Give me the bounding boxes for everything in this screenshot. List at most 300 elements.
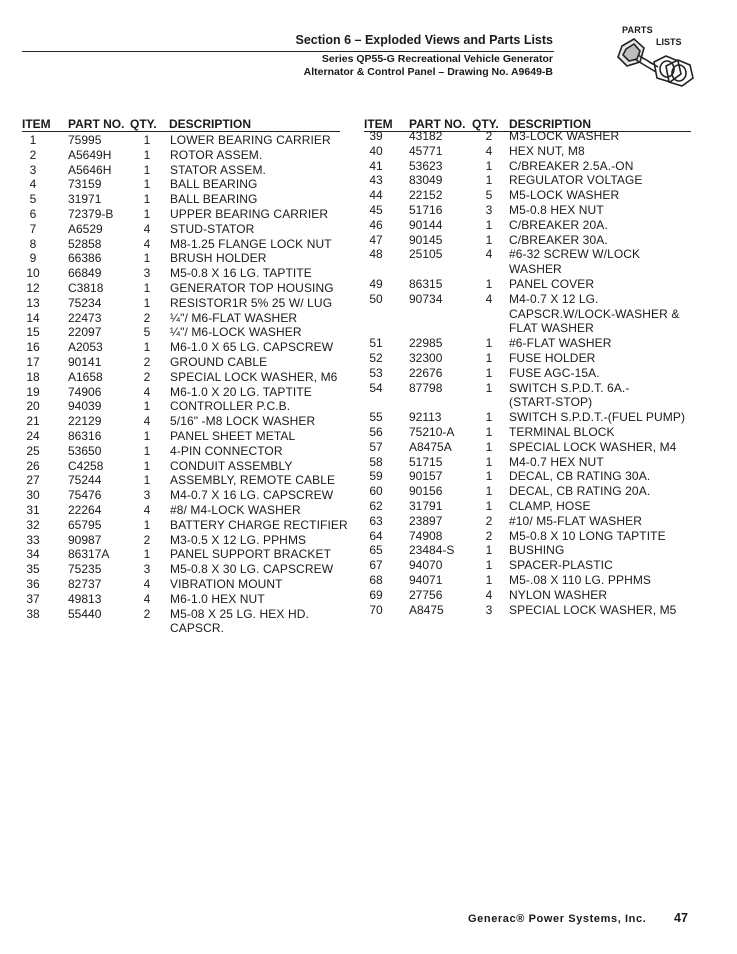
quantity: 1 — [143, 295, 151, 310]
part-number: 51715 — [409, 454, 443, 469]
quantity: 1 — [485, 454, 493, 469]
quantity: 1 — [143, 473, 151, 488]
item-number: 5 — [29, 192, 37, 207]
part-number: 52858 — [68, 236, 102, 251]
part-number: 86317A — [68, 547, 110, 562]
description: GROUND CABLE — [170, 355, 268, 369]
table-row — [363, 307, 708, 321]
table-row — [363, 529, 708, 543]
part-number: 94071 — [409, 573, 443, 587]
item-number: 46 — [369, 217, 383, 232]
description: STUD-STATOR — [170, 221, 255, 236]
description: SWITCH S.P.D.T.-(FUEL PUMP) — [509, 410, 686, 425]
item-number: 32 — [26, 517, 40, 532]
col-qty-header: QTY. — [472, 117, 499, 131]
part-number: 53623 — [409, 158, 443, 173]
table-row — [363, 159, 708, 173]
table-row — [363, 469, 708, 483]
description: DECAL, CB RATING 30A. — [509, 469, 651, 484]
description: CAPSCR. — [170, 621, 225, 636]
item-number: 33 — [26, 532, 40, 547]
quantity: 1 — [143, 133, 151, 147]
description: #6-32 SCREW W/LOCK — [509, 247, 641, 262]
description: M8-1.25 FLANGE LOCK NUT — [170, 236, 332, 251]
part-number: 90987 — [68, 532, 102, 547]
item-number: 16 — [26, 340, 40, 355]
description: M4-0.7 HEX NUT — [509, 454, 604, 469]
table-row — [22, 207, 352, 221]
quantity: 1 — [143, 340, 151, 355]
item-number: 49 — [369, 277, 383, 291]
quantity: 1 — [485, 380, 493, 395]
quantity: 1 — [485, 336, 493, 351]
description: M5-.08 X 110 LG. PPHMS — [509, 573, 652, 587]
table-row — [22, 311, 352, 325]
quantity: 1 — [143, 162, 151, 177]
drawing-subtitle: Alternator & Control Panel – Drawing No. A9649-B — [303, 66, 553, 78]
description: M5-0.8 X 16 LG. TAPTITE — [170, 266, 312, 281]
part-number: 22473 — [68, 310, 102, 325]
part-number: 75476 — [68, 488, 102, 503]
part-number: A6529 — [68, 221, 103, 236]
item-number: 62 — [369, 499, 383, 513]
quantity: 4 — [485, 291, 493, 306]
table-row — [22, 222, 352, 236]
table-row — [22, 577, 352, 591]
quantity: 5 — [143, 325, 151, 340]
description: FLAT WASHER — [509, 321, 594, 336]
part-number: A2053 — [68, 340, 103, 355]
description: BATTERY CHARGE RECTIFIER — [170, 517, 348, 532]
item-number: 58 — [369, 454, 383, 469]
item-number: 63 — [369, 513, 383, 528]
part-number: 83049 — [409, 173, 443, 188]
quantity: 3 — [143, 488, 151, 503]
description: BALL BEARING — [170, 177, 258, 192]
item-number: 34 — [26, 547, 40, 562]
quantity: 1 — [485, 439, 493, 454]
table-row — [22, 592, 352, 606]
description: PANEL COVER — [509, 277, 595, 291]
quantity: 4 — [485, 247, 493, 262]
table-row — [22, 414, 352, 428]
col-desc-header: DESCRIPTION — [509, 117, 592, 131]
item-number: 10 — [26, 266, 40, 281]
description: M5-0.8 X 10 LONG TAPTITE — [509, 528, 666, 543]
table-row — [363, 395, 708, 409]
item-number: 13 — [26, 295, 40, 310]
description: FUSE AGC-15A. — [509, 365, 600, 380]
description: ROTOR ASSEM. — [170, 147, 263, 162]
part-number: 74908 — [409, 528, 443, 543]
part-number: A1658 — [68, 369, 103, 384]
description: PANEL SUPPORT BRACKET — [170, 547, 332, 562]
item-number: 44 — [369, 188, 383, 203]
quantity: 1 — [485, 277, 493, 291]
quantity: 2 — [143, 369, 151, 384]
table-row — [22, 192, 352, 206]
table-row — [363, 218, 708, 232]
item-number: 14 — [26, 310, 40, 325]
item-number: 37 — [26, 591, 40, 606]
item-number: 50 — [369, 291, 383, 306]
description: M4-0.7 X 12 LG. — [509, 291, 599, 306]
quantity: 4 — [143, 577, 151, 591]
col-qty-header: QTY. — [130, 117, 157, 131]
description: SPACER-PLASTIC — [509, 558, 613, 573]
item-number: 57 — [369, 439, 383, 454]
quantity: 1 — [485, 217, 493, 232]
quantity: 4 — [143, 591, 151, 606]
item-number: 25 — [26, 443, 40, 458]
quantity: 1 — [485, 499, 493, 513]
table-row — [363, 484, 708, 498]
description: FUSE HOLDER — [509, 351, 596, 365]
item-number: 67 — [369, 558, 383, 573]
quantity: 1 — [143, 207, 151, 221]
part-number: 90734 — [409, 291, 443, 306]
table-row — [22, 533, 352, 547]
quantity: 1 — [143, 399, 151, 414]
quantity: 2 — [485, 513, 493, 528]
quantity: 4 — [143, 503, 151, 517]
table-row — [363, 173, 708, 187]
description: 5/16" -M8 LOCK WASHER — [170, 414, 316, 429]
table-row — [22, 296, 352, 310]
item-number: 20 — [26, 399, 40, 414]
quantity: 1 — [485, 558, 493, 573]
quantity: 1 — [143, 177, 151, 192]
item-number: 15 — [26, 325, 40, 340]
table-row — [363, 144, 708, 158]
part-number: 86315 — [409, 277, 443, 291]
section-title: Section 6 – Exploded Views and Parts Lists — [295, 33, 553, 47]
table-row — [22, 340, 352, 354]
quantity: 1 — [485, 158, 493, 173]
item-number: 3 — [29, 162, 37, 177]
table-row — [22, 518, 352, 532]
table-row — [22, 473, 352, 487]
table-row — [363, 277, 708, 291]
table-row — [363, 558, 708, 572]
table-row — [363, 440, 708, 454]
part-number: 92113 — [409, 410, 442, 425]
item-number: 64 — [369, 528, 383, 543]
item-number: 38 — [26, 606, 40, 621]
description: RESISTOR1R 5% 25 W/ LUG — [170, 295, 333, 310]
description: GENERATOR TOP HOUSING — [170, 281, 334, 295]
quantity: 5 — [485, 188, 493, 203]
left-table-header — [22, 117, 340, 133]
col-part-header: PART NO. — [68, 117, 125, 131]
description: (START-STOP) — [509, 395, 593, 410]
quantity: 4 — [485, 587, 493, 602]
description: ¼"/ M6-FLAT WASHER — [170, 310, 298, 325]
description: M6-1.0 HEX NUT — [170, 591, 265, 606]
part-number: 49813 — [68, 591, 102, 606]
description: SWITCH S.P.D.T. 6A.- — [509, 380, 630, 395]
table-row — [363, 410, 708, 424]
description: NYLON WASHER — [509, 587, 608, 602]
description: 4-PIN CONNECTOR — [170, 443, 283, 458]
part-number: 32300 — [409, 351, 443, 365]
table-row — [22, 237, 352, 251]
part-number: 45771 — [409, 143, 443, 158]
part-number: 90144 — [409, 217, 443, 232]
item-number: 9 — [29, 251, 37, 266]
part-number: 22097 — [68, 325, 102, 340]
item-number: 56 — [369, 425, 383, 439]
table-row — [22, 562, 352, 576]
part-number: 74906 — [68, 384, 102, 399]
item-number: 39 — [369, 129, 383, 143]
table-row — [22, 325, 352, 339]
table-row — [22, 177, 352, 191]
part-number: 86316 — [68, 429, 102, 443]
left-header-rule — [22, 131, 340, 132]
quantity: 1 — [485, 543, 493, 558]
table-row — [363, 292, 708, 306]
quantity: 4 — [143, 236, 151, 251]
quantity: 4 — [485, 143, 493, 158]
item-number: 68 — [369, 573, 383, 587]
quantity: 1 — [143, 192, 151, 207]
part-number: 25105 — [409, 247, 443, 262]
description: #8/ M4-LOCK WASHER — [170, 503, 301, 517]
table-row — [363, 366, 708, 380]
item-number: 19 — [26, 384, 40, 399]
item-number: 18 — [26, 369, 40, 384]
part-number: 55440 — [68, 606, 102, 621]
quantity: 3 — [143, 562, 151, 577]
quantity: 2 — [143, 532, 151, 547]
part-number: 27756 — [409, 587, 443, 602]
part-number: 66386 — [68, 251, 102, 266]
part-number: 22264 — [68, 503, 102, 517]
part-number: 94070 — [409, 558, 443, 573]
item-number: 41 — [369, 158, 383, 173]
quantity: 1 — [143, 443, 151, 458]
table-row — [363, 588, 708, 602]
quantity: 2 — [143, 606, 151, 621]
part-number: A8475 — [409, 602, 444, 617]
table-row — [363, 514, 708, 528]
quantity: 1 — [485, 365, 493, 380]
item-number: 45 — [369, 203, 383, 217]
description: M5-LOCK WASHER — [509, 188, 620, 203]
quantity: 4 — [143, 384, 151, 399]
quantity: 3 — [143, 266, 151, 281]
description: #6-FLAT WASHER — [509, 336, 612, 351]
description: C/BREAKER 30A. — [509, 232, 608, 247]
description: HEX NUT, M8 — [509, 143, 585, 158]
part-number: 87798 — [409, 380, 443, 395]
item-number: 31 — [26, 503, 40, 517]
part-number: 31791 — [409, 499, 443, 513]
table-row — [22, 385, 352, 399]
table-row — [22, 444, 352, 458]
part-number: 53650 — [68, 443, 102, 458]
table-row — [22, 429, 352, 443]
item-number: 36 — [26, 577, 40, 591]
table-row — [363, 425, 708, 439]
table-row — [363, 233, 708, 247]
description: M4-0.7 X 16 LG. CAPSCREW — [170, 488, 334, 503]
quantity: 1 — [485, 173, 493, 188]
item-number: 40 — [369, 143, 383, 158]
description: M3-LOCK WASHER — [509, 129, 620, 143]
quantity: 1 — [143, 517, 151, 532]
quantity: 1 — [485, 469, 493, 484]
quantity: 1 — [143, 281, 151, 295]
quantity: 3 — [485, 203, 493, 217]
part-number: 31971 — [68, 192, 102, 207]
table-row — [363, 455, 708, 469]
description: TERMINAL BLOCK — [509, 425, 615, 439]
part-number: 82737 — [68, 577, 102, 591]
table-row — [22, 133, 352, 147]
quantity: 3 — [485, 602, 493, 617]
table-row — [22, 370, 352, 384]
item-number: 35 — [26, 562, 40, 577]
series-subtitle: Series QP55-G Recreational Vehicle Generator — [321, 53, 553, 65]
quantity: 2 — [143, 355, 151, 369]
table-row — [22, 621, 352, 635]
quantity: 4 — [143, 221, 151, 236]
table-row — [22, 148, 352, 162]
table-row — [363, 129, 708, 143]
item-number: 52 — [369, 351, 383, 365]
item-number: 69 — [369, 587, 383, 602]
part-number: C3818 — [68, 281, 104, 295]
table-row — [22, 399, 352, 413]
part-number: A8475A — [409, 439, 452, 454]
item-number: 55 — [369, 410, 383, 425]
item-number: 1 — [29, 133, 37, 147]
table-row — [22, 503, 352, 517]
description: M5-0.8 X 30 LG. CAPSCREW — [170, 562, 334, 577]
description: BRUSH HOLDER — [170, 251, 267, 266]
table-row — [22, 251, 352, 265]
item-number: 12 — [26, 281, 40, 295]
part-number: 23897 — [409, 513, 443, 528]
table-row — [22, 281, 352, 295]
description: M5-08 X 25 LG. HEX HD. — [170, 606, 309, 621]
part-number: A5649H — [68, 147, 112, 162]
table-row — [363, 262, 708, 276]
description: ASSEMBLY, REMOTE CABLE — [170, 473, 336, 488]
page-number: 47 — [674, 911, 688, 925]
item-number: 54 — [369, 380, 383, 395]
item-number: 53 — [369, 365, 383, 380]
item-number: 59 — [369, 469, 383, 484]
description: CONDUIT ASSEMBLY — [170, 458, 293, 473]
item-number: 6 — [29, 207, 37, 221]
description: VIBRATION MOUNT — [170, 577, 283, 591]
description: CAPSCR.W/LOCK-WASHER & — [509, 306, 680, 321]
description: BUSHING — [509, 543, 565, 558]
part-number: 90145 — [409, 232, 443, 247]
quantity: 1 — [485, 232, 493, 247]
description: SPECIAL LOCK WASHER, M6 — [170, 369, 338, 384]
table-row — [22, 355, 352, 369]
description: M5-0.8 HEX NUT — [509, 203, 604, 217]
table-row — [363, 603, 708, 617]
description: DECAL, CB RATING 20A. — [509, 484, 651, 499]
part-number: 75234 — [68, 295, 102, 310]
description: ¼"/ M6-LOCK WASHER — [170, 325, 302, 340]
item-number: 17 — [26, 355, 40, 369]
part-number: 66849 — [68, 266, 102, 281]
footer-company: Generac® Power Systems, Inc. — [468, 913, 647, 925]
table-row — [363, 381, 708, 395]
part-number: 22152 — [409, 188, 443, 203]
part-number: 73159 — [68, 177, 102, 192]
quantity: 1 — [143, 429, 151, 443]
description: WASHER — [509, 262, 562, 277]
col-part-header: PART NO. — [409, 117, 466, 131]
description: CONTROLLER P.C.B. — [170, 399, 291, 414]
quantity: 4 — [143, 414, 151, 429]
col-item-header: ITEM — [22, 117, 51, 131]
item-number: 30 — [26, 488, 40, 503]
description: M6-1.0 X 65 LG. CAPSCREW — [170, 340, 334, 355]
description: STATOR ASSEM. — [170, 162, 266, 177]
description: REGULATOR VOLTAGE — [509, 173, 643, 188]
description: #10/ M5-FLAT WASHER — [509, 513, 643, 528]
description: CLAMP, HOSE — [509, 499, 591, 513]
part-number: 72379-B — [68, 207, 114, 221]
part-number: 75235 — [68, 562, 102, 577]
part-number: 75244 — [68, 473, 102, 488]
col-item-header: ITEM — [364, 117, 393, 131]
item-number: 26 — [26, 458, 40, 473]
quantity: 1 — [485, 351, 493, 365]
table-row — [22, 547, 352, 561]
part-number: 90141 — [68, 355, 102, 369]
quantity: 1 — [143, 251, 151, 266]
item-number: 70 — [369, 602, 383, 617]
part-number: 65795 — [68, 517, 102, 532]
header-rule — [22, 51, 554, 52]
item-number: 7 — [29, 221, 37, 236]
part-number: 22676 — [409, 365, 443, 380]
description: LOWER BEARING CARRIER — [170, 133, 331, 147]
item-number: 47 — [369, 232, 383, 247]
quantity: 2 — [143, 310, 151, 325]
quantity: 1 — [485, 573, 493, 587]
item-number: 2 — [29, 147, 37, 162]
description: C/BREAKER 20A. — [509, 217, 608, 232]
col-desc-header: DESCRIPTION — [169, 117, 252, 131]
part-number: 90156 — [409, 484, 443, 499]
table-row — [363, 336, 708, 350]
quantity: 1 — [485, 484, 493, 499]
part-number: 94039 — [68, 399, 102, 414]
part-number: 43182 — [409, 129, 443, 143]
item-number: 65 — [369, 543, 383, 558]
part-number: 22129 — [68, 414, 102, 429]
quantity: 1 — [485, 410, 493, 425]
part-number: 75995 — [68, 133, 102, 147]
item-number: 43 — [369, 173, 383, 188]
item-number: 21 — [26, 414, 40, 429]
table-row — [363, 247, 708, 261]
part-number: 51716 — [409, 203, 443, 217]
quantity: 1 — [143, 458, 151, 473]
item-number: 8 — [29, 236, 37, 251]
logo-text-parts: PARTS — [622, 25, 653, 35]
